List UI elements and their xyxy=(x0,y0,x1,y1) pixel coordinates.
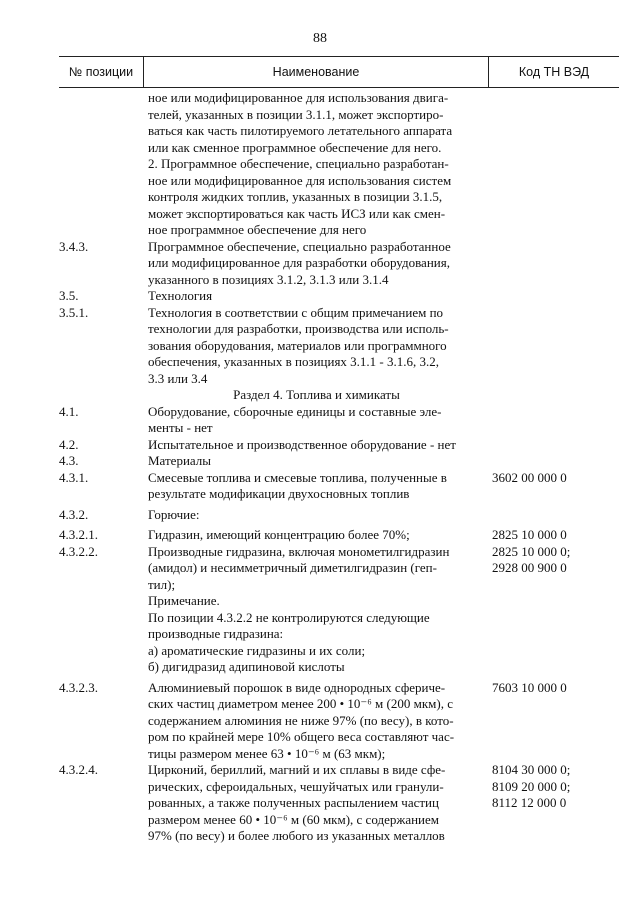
description-line: менты - нет xyxy=(148,420,213,435)
description-line: технологии для разработки, производства или исполь- xyxy=(148,321,449,336)
description-line: ное или модифицированное для использования двига- xyxy=(148,90,449,105)
item-description xyxy=(148,90,485,239)
position-number: 4.3.2.2. xyxy=(59,543,98,559)
description-line: контроля жидких топлив, указанных в позиции 3.1.5, xyxy=(148,189,443,204)
customs-code-line: 8109 20 000 0; xyxy=(492,778,571,794)
description-line: ром по крайней мере 10% общего веса составляют час- xyxy=(148,729,455,744)
item-description xyxy=(148,404,485,437)
customs-code-line: 7603 10 000 0 xyxy=(492,679,567,695)
item-description xyxy=(148,239,485,289)
customs-code-line: 2825 10 000 0; xyxy=(492,543,571,559)
position-number: 3.4.3. xyxy=(59,238,89,254)
description-line: Смесевые топлива и смесевые топлива, полученные в xyxy=(148,469,447,485)
description-line: 3.3 или 3.4 xyxy=(148,370,208,386)
description-line: Алюминиевый порошок в виде однородных сфериче- xyxy=(148,679,446,695)
position-number: 4.3.2.4. xyxy=(59,762,98,777)
page-number: 88 xyxy=(313,31,327,46)
description-line: Материалы xyxy=(148,453,212,468)
description-line: тил); xyxy=(148,576,176,592)
table-row xyxy=(59,762,619,845)
table-body xyxy=(59,90,619,845)
description-line: рических, сфероидальных, чешуйчатых или гранули- xyxy=(148,778,444,794)
description-line: результате модификации двухосновных топлив xyxy=(148,486,410,501)
position-number: 4.3.2.3. xyxy=(59,679,98,695)
description-line: Цирконий, бериллий, магний и их сплавы в виде сфе- xyxy=(148,762,446,777)
column-header-name: Наименование xyxy=(272,65,360,79)
description-line: обеспечения, указанных в позициях 3.1.1 - 3.1.6, 3.2, xyxy=(148,354,440,369)
table-row xyxy=(59,404,619,437)
description-line: зования оборудования, материалов или программного xyxy=(148,337,447,353)
description-line: Технология в соответствии с общим примечанием по xyxy=(148,304,444,320)
description-line: Программное обеспечение, специально разработанное xyxy=(148,238,451,254)
description-line: телей, указанных в позиции 3.1.1, может экспортиро- xyxy=(148,106,444,122)
description-line: ное программное обеспечение для него xyxy=(148,222,367,237)
description-line: Технология xyxy=(148,288,213,303)
customs-code-line: 8112 12 000 0 xyxy=(492,795,567,810)
item-description xyxy=(148,527,485,544)
description-line: размером менее 60 • 10⁻⁶ м (60 мкм), с содержанием xyxy=(148,811,440,827)
position-number: 4.3.2. xyxy=(59,506,89,522)
description-line: ваться как часть пилотируемого летательного аппарата xyxy=(148,123,453,138)
position-number: 4.3.1. xyxy=(59,469,89,485)
item-description xyxy=(148,470,485,503)
table-row xyxy=(59,680,619,763)
description-line: Испытательное и производственное оборудование - нет xyxy=(148,436,456,452)
customs-code-line: 8104 30 000 0; xyxy=(492,762,571,777)
description-line: а) ароматические гидразины и их соли; xyxy=(148,642,366,658)
customs-code-line: 2825 10 000 0 xyxy=(492,527,567,542)
table-row xyxy=(59,437,619,454)
item-description xyxy=(148,288,485,305)
customs-code xyxy=(492,527,617,544)
description-line: производные гидразина: xyxy=(148,626,284,641)
item-description xyxy=(148,453,485,470)
description-line: 97% (по весу) и более любого из указанных металлов xyxy=(148,828,445,843)
table-row xyxy=(59,453,619,470)
description-line: или как сменное программное обеспечение для него. xyxy=(148,139,442,155)
item-description xyxy=(148,762,485,845)
customs-code-line: 3602 00 000 0 xyxy=(492,469,567,485)
customs-code xyxy=(492,680,617,697)
position-number: 4.3.2.1. xyxy=(59,527,98,542)
description-line: Оборудование, сборочные единицы и составные эле- xyxy=(148,403,442,419)
position-number: 3.5.1. xyxy=(59,304,89,320)
description-line: тицы размером менее 63 • 10⁻⁶ м (63 мкм); xyxy=(148,745,386,761)
description-line: Гидразин, имеющий концентрацию более 70%; xyxy=(148,527,410,542)
position-number: 3.5. xyxy=(59,288,79,303)
table-row xyxy=(59,90,619,239)
item-description xyxy=(148,437,485,454)
table-row xyxy=(59,507,619,524)
table-row xyxy=(59,527,619,544)
table-row xyxy=(59,288,619,305)
customs-code xyxy=(492,762,617,812)
position-number: 4.2. xyxy=(59,436,79,452)
table-row xyxy=(59,239,619,289)
table-row xyxy=(59,305,619,388)
description-line: указанного в позициях 3.1.2, 3.1.3 или 3.1.4 xyxy=(148,271,389,287)
table-row xyxy=(59,470,619,503)
item-description xyxy=(148,305,485,388)
column-header-code: Код ТН ВЭД xyxy=(518,65,590,79)
description-line: или модифицированное для разработки оборудования, xyxy=(148,255,450,270)
position-number: 4.3. xyxy=(59,453,79,468)
customs-code xyxy=(492,470,617,487)
item-description xyxy=(148,544,485,676)
description-line: По позиции 4.3.2.2 не контролируются следующие xyxy=(148,609,430,625)
description-line: б) дигидразид адипиновой кислоты xyxy=(148,659,345,674)
description-line: (амидол) и несимметричный диметилгидразин (геп- xyxy=(148,560,437,575)
description-line: ное или модифицированное для использования систем xyxy=(148,172,452,188)
description-line: Горючие: xyxy=(148,506,200,522)
customs-code-line: 2928 00 900 0 xyxy=(492,560,567,575)
description-line: Производные гидразина, включая монометилгидразин xyxy=(148,543,450,559)
table-row xyxy=(59,544,619,676)
table-header xyxy=(59,56,619,88)
description-line: содержанием алюминия не ниже 97% (по весу), в кото- xyxy=(148,712,454,728)
customs-code xyxy=(492,544,617,577)
description-line: ских частиц диаметром менее 200 • 10⁻⁶ м (200 мкм), с xyxy=(148,696,453,711)
description-line: 2. Программное обеспечение, специально разработан- xyxy=(148,156,449,171)
item-description xyxy=(148,680,485,763)
section-title: Раздел 4. Топлива и химикаты xyxy=(233,387,400,402)
item-description xyxy=(148,507,485,524)
position-number: 4.1. xyxy=(59,403,79,419)
description-line: Примечание. xyxy=(148,593,220,608)
description-line: может экспортироваться как часть ИСЗ или как смен- xyxy=(148,205,446,221)
description-line: рованных, а также полученных распылением частиц xyxy=(148,795,439,810)
column-header-position: № позиции xyxy=(68,65,134,79)
